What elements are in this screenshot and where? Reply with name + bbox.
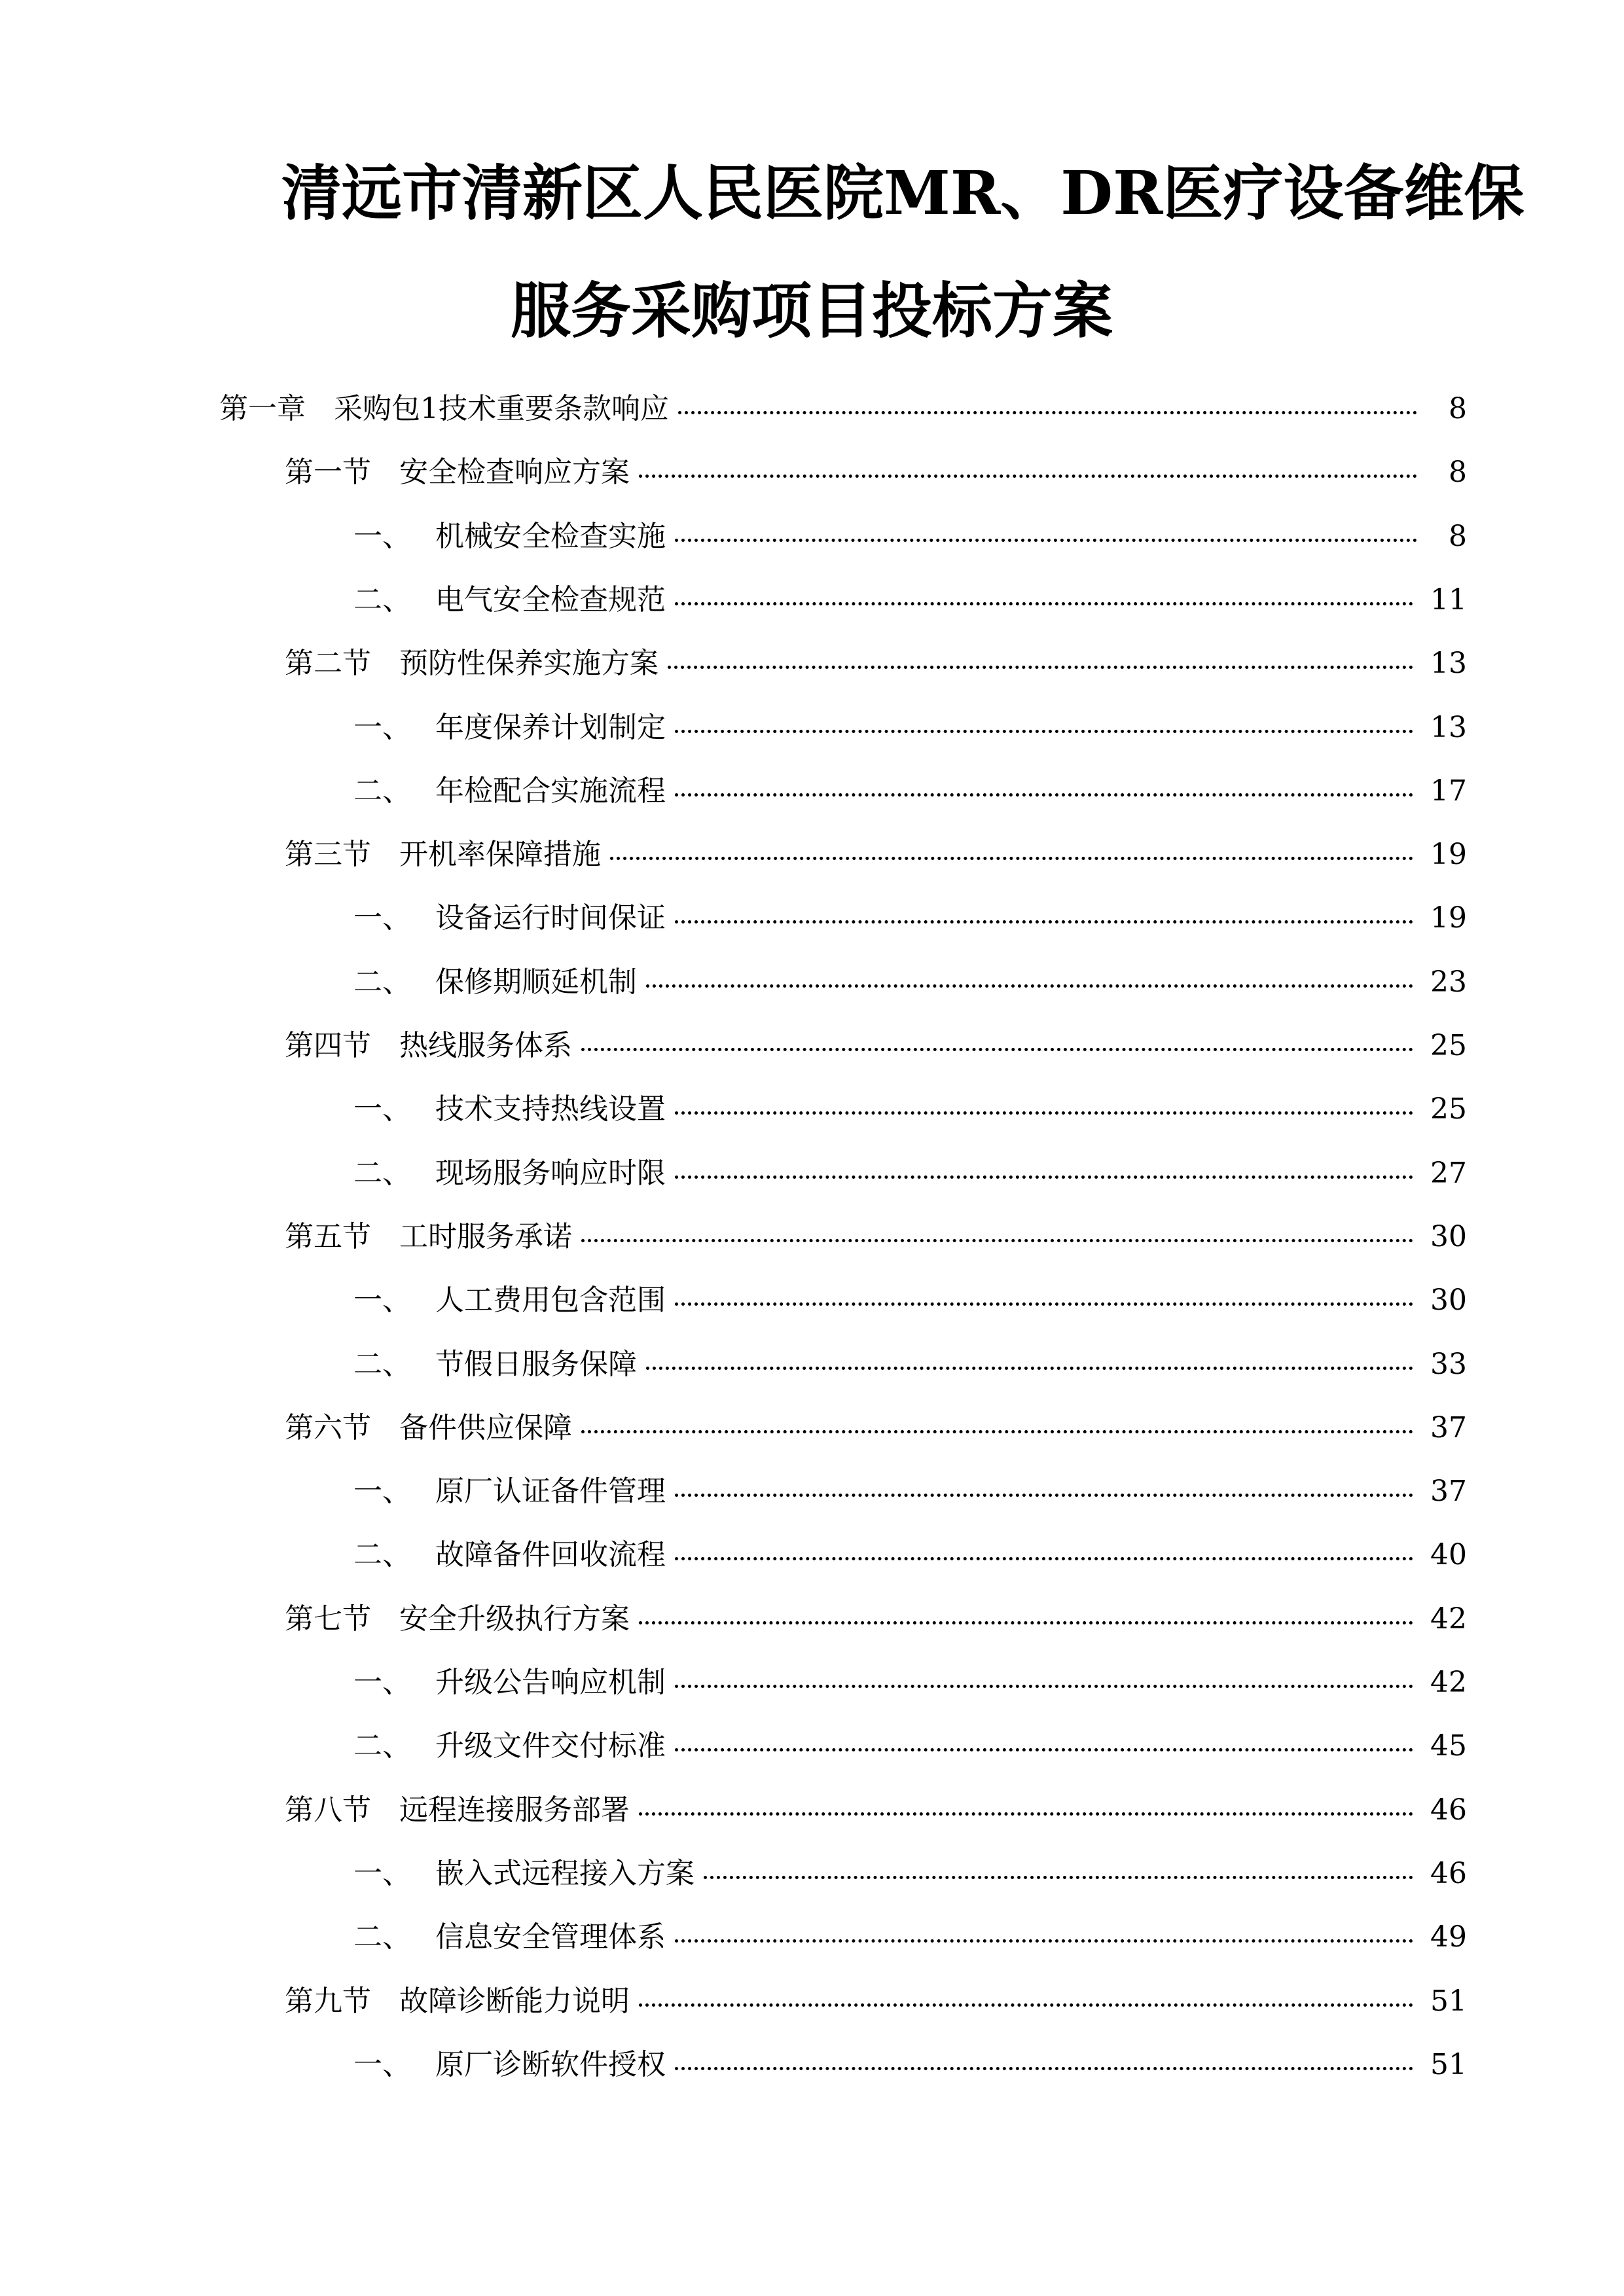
toc-entry-item[interactable] [353, 1660, 1467, 1706]
toc-dot-leader [675, 1685, 1413, 1688]
toc-dot-leader [675, 1557, 1413, 1560]
toc-dot-leader [675, 1939, 1413, 1943]
toc-entry-title: 年度保养计划制定 [435, 711, 666, 744]
toc-entry-title: 开机率保障措施 [399, 838, 601, 871]
toc-entry-page-number: 8 [1449, 456, 1467, 489]
toc-entry-title: 故障备件回收流程 [435, 1538, 666, 1571]
toc-entry-item[interactable] [353, 1151, 1467, 1196]
toc-dot-leader [639, 1621, 1413, 1624]
toc-entry-number: 二、 [353, 1538, 411, 1571]
toc-entry-item[interactable] [353, 577, 1467, 623]
toc-dot-leader [675, 2067, 1413, 2070]
toc-entry-page-number: 46 [1430, 1793, 1467, 1827]
toc-entry-section[interactable] [285, 1596, 1467, 1642]
toc-entry-page-number: 30 [1430, 1220, 1467, 1253]
toc-entry-title: 机械安全检查实施 [435, 520, 666, 553]
toc-dot-leader [704, 1876, 1413, 1879]
toc-entry-number: 一、 [353, 1857, 411, 1890]
toc-entry-title: 安全升级执行方案 [399, 1602, 630, 1636]
toc-dot-leader [675, 730, 1413, 733]
toc-entry-page-number: 51 [1430, 2048, 1467, 2081]
toc-entry-title: 安全检查响应方案 [399, 456, 630, 489]
toc-entry-number: 第四节 [285, 1029, 371, 1062]
document-title-line-1: 清远市清新区人民医院MR、DR医疗设备维保 [281, 158, 1525, 228]
toc-entry-item[interactable] [353, 1723, 1467, 1769]
toc-entry-number: 一、 [353, 520, 411, 553]
toc-entry-item[interactable] [353, 895, 1467, 941]
toc-entry-number: 第三节 [285, 838, 371, 871]
toc-dot-leader [639, 475, 1417, 478]
toc-dot-leader [675, 1302, 1413, 1306]
toc-entry-item[interactable] [353, 514, 1467, 560]
toc-entry-page-number: 8 [1449, 520, 1467, 553]
toc-entry-title: 设备运行时间保证 [435, 901, 666, 935]
toc-entry-number: 第九节 [285, 1984, 371, 2018]
toc-entry-item[interactable] [353, 1851, 1467, 1897]
toc-entry-page-number: 25 [1430, 1092, 1467, 1126]
toc-entry-title: 备件供应保障 [399, 1411, 572, 1444]
toc-entry-section[interactable] [285, 1023, 1467, 1069]
toc-dot-leader [675, 602, 1413, 605]
toc-entry-section[interactable] [285, 1405, 1467, 1451]
toc-entry-page-number: 13 [1430, 711, 1467, 744]
toc-entry-page-number: 40 [1430, 1538, 1467, 1571]
toc-entry-number: 一、 [353, 1283, 411, 1317]
toc-entry-title: 原厂诊断软件授权 [435, 2048, 666, 2081]
toc-entry-page-number: 51 [1430, 1984, 1467, 2018]
toc-entry-number: 第五节 [285, 1220, 371, 1253]
toc-entry-number: 二、 [353, 965, 411, 999]
toc-dot-leader [675, 1175, 1413, 1179]
toc-entry-number: 第二节 [285, 647, 371, 680]
toc-entry-title: 年检配合实施流程 [435, 774, 666, 808]
toc-entry-item[interactable] [353, 1342, 1467, 1388]
toc-dot-leader [610, 857, 1413, 860]
toc-entry-section[interactable] [285, 450, 1467, 495]
toc-entry-section[interactable] [285, 1787, 1467, 1833]
toc-entry-page-number: 46 [1430, 1857, 1467, 1890]
toc-entry-page-number: 45 [1430, 1729, 1467, 1763]
toc-dot-leader [668, 666, 1413, 669]
toc-entry-number: 二、 [353, 1157, 411, 1190]
toc-entry-page-number: 33 [1430, 1348, 1467, 1381]
toc-entry-section[interactable] [285, 1214, 1467, 1260]
toc-dot-leader [581, 1048, 1413, 1051]
toc-dot-leader [646, 984, 1413, 988]
toc-dot-leader [581, 1430, 1413, 1433]
toc-entry-page-number: 23 [1430, 965, 1467, 999]
toc-entry-title: 信息安全管理体系 [435, 1920, 666, 1954]
toc-entry-title: 工时服务承诺 [399, 1220, 572, 1253]
toc-dot-leader [678, 411, 1417, 414]
toc-entry-page-number: 30 [1430, 1283, 1467, 1317]
toc-entry-chapter[interactable] [219, 386, 1467, 432]
toc-dot-leader [675, 793, 1413, 797]
toc-entry-page-number: 42 [1430, 1666, 1467, 1699]
toc-entry-page-number: 17 [1430, 774, 1467, 808]
toc-entry-page-number: 11 [1430, 583, 1467, 617]
document-title-line-2: 服务采购项目投标方案 [511, 276, 1113, 346]
toc-entry-number: 一、 [353, 901, 411, 935]
toc-entry-number: 二、 [353, 1348, 411, 1381]
toc-entry-number: 二、 [353, 1729, 411, 1763]
toc-entry-title: 技术支持热线设置 [435, 1092, 666, 1126]
toc-entry-title: 升级文件交付标准 [435, 1729, 666, 1763]
toc-entry-page-number: 25 [1430, 1029, 1467, 1062]
toc-entry-section[interactable] [285, 832, 1467, 878]
toc-entry-page-number: 37 [1430, 1411, 1467, 1444]
toc-entry-page-number: 13 [1430, 647, 1467, 680]
toc-entry-item[interactable] [353, 1914, 1467, 1960]
toc-entry-item[interactable] [353, 1278, 1467, 1323]
toc-dot-leader [675, 539, 1417, 542]
toc-entry-item[interactable] [353, 1086, 1467, 1132]
toc-dot-leader [639, 1812, 1413, 1816]
toc-entry-number: 第七节 [285, 1602, 371, 1636]
toc-entry-number: 二、 [353, 774, 411, 808]
toc-entry-number: 第一章 [219, 392, 306, 425]
toc-entry-number: 第六节 [285, 1411, 371, 1444]
toc-entry-number: 一、 [353, 1092, 411, 1126]
toc-entry-section[interactable] [285, 1979, 1467, 2024]
toc-entry-item[interactable] [353, 1469, 1467, 1515]
toc-entry-title: 现场服务响应时限 [435, 1157, 666, 1190]
toc-entry-title: 采购包1技术重要条款响应 [334, 392, 669, 425]
toc-entry-number: 二、 [353, 1920, 411, 1954]
toc-entry-title: 节假日服务保障 [435, 1348, 637, 1381]
toc-entry-page-number: 19 [1430, 901, 1467, 935]
toc-dot-leader [581, 1239, 1413, 1242]
toc-entry-page-number: 49 [1430, 1920, 1467, 1954]
toc-entry-item[interactable] [353, 2042, 1467, 2088]
toc-entry-page-number: 37 [1430, 1475, 1467, 1508]
toc-entry-item[interactable] [353, 960, 1467, 1005]
toc-entry-number: 一、 [353, 2048, 411, 2081]
toc-entry-page-number: 8 [1449, 392, 1467, 425]
toc-entry-number: 第八节 [285, 1793, 371, 1827]
toc-entry-title: 保修期顺延机制 [435, 965, 637, 999]
toc-dot-leader [639, 2003, 1413, 2007]
toc-entry-title: 原厂认证备件管理 [435, 1475, 666, 1508]
toc-entry-title: 远程连接服务部署 [399, 1793, 630, 1827]
toc-entry-item[interactable] [353, 768, 1467, 814]
toc-entry-title: 电气安全检查规范 [435, 583, 666, 617]
toc-entry-item[interactable] [353, 1532, 1467, 1578]
toc-dot-leader [675, 920, 1413, 924]
toc-entry-number: 二、 [353, 583, 411, 617]
toc-entry-title: 热线服务体系 [399, 1029, 572, 1062]
toc-entry-title: 人工费用包含范围 [435, 1283, 666, 1317]
toc-dot-leader [646, 1367, 1413, 1370]
toc-entry-title: 预防性保养实施方案 [399, 647, 659, 680]
toc-dot-leader [675, 1494, 1413, 1497]
toc-entry-page-number: 27 [1430, 1157, 1467, 1190]
toc-entry-number: 一、 [353, 1666, 411, 1699]
toc-entry-page-number: 42 [1430, 1602, 1467, 1636]
toc-entry-title: 故障诊断能力说明 [399, 1984, 630, 2018]
toc-entry-section[interactable] [285, 641, 1467, 687]
toc-entry-page-number: 19 [1430, 838, 1467, 871]
toc-entry-title: 嵌入式远程接入方案 [435, 1857, 695, 1890]
toc-dot-leader [675, 1111, 1413, 1115]
toc-entry-title: 升级公告响应机制 [435, 1666, 666, 1699]
toc-entry-item[interactable] [353, 705, 1467, 751]
toc-entry-number: 一、 [353, 711, 411, 744]
toc-entry-number: 一、 [353, 1475, 411, 1508]
toc-dot-leader [675, 1748, 1413, 1751]
toc-entry-number: 第一节 [285, 456, 371, 489]
